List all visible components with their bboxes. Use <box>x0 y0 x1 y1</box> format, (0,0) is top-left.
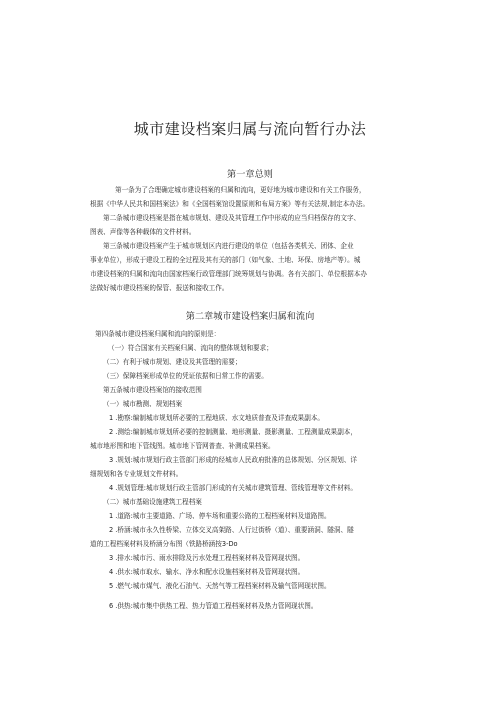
paragraph-line: （二）城市基础设施建筑工程档案 <box>103 498 202 506</box>
paragraph-line: （一）符合国家有关档案归属、流向的整体规划和要求； <box>108 344 273 352</box>
paragraph-line: （三）保障档案形成单位的凭证依据和日常工作的需要。 <box>103 372 268 380</box>
paragraph-line: 第五条城市建设档案馆的接收范围 <box>103 386 202 394</box>
paragraph-line: 根据《中华人民共和国档案法》和《全国档案馆设置原则和布局方案》等有关法规,制定本办法。 <box>90 200 370 208</box>
paragraph-line: 第一条为了合理确定城市建设档案的归属和流向，更好地为城市建设和有关工作服务， <box>115 186 366 194</box>
paragraph-line: 2 .桥涵:城市永久性桥梁、立体交叉高架路、人行过街桥（道）、重要涵洞、隧洞、隧 <box>109 526 354 534</box>
paragraph-line: 4 .规划管理:城市规划行政主管部门形成的有关城市建筑管理、管线管理等文件材料。 <box>109 484 357 492</box>
paragraph-line: 1 .勘察:编制城市规划所必要的工程地质、水文地质普查及详查成果副本。 <box>109 414 325 422</box>
paragraph-line: 6 .供热:城市集中供热工程、热力管道工程档案材料及热力管网现状图。 <box>109 602 318 610</box>
paragraph-line: 2 .测绘:编制城市规划所必要的控制测量、地形测量、摄影测量、工程测量成果副本， <box>109 428 357 436</box>
paragraph-line: 道的工程档案材料及桥涵分布图（铁路桥涵按3-Do <box>90 540 238 548</box>
paragraph-line: 第四条城市建设档案归属和流向的原则是： <box>95 330 221 338</box>
paragraph-line: 第二条城市建设档案是指在城市规划、建设及其管理工作中形成的应当归档保存的文字、 <box>103 214 361 222</box>
chapter-2-heading: 第二章城市建设档案归属和流向 <box>185 311 315 322</box>
paragraph-line: 4 .供水:城市取水、输水、净水和配水设施档案材料及管网现状图。 <box>109 568 305 576</box>
paragraph-line: 城市地形图和地下管线图。城市地下管网普查、补测成果档案。 <box>90 442 275 450</box>
paragraph-line: 3 .排水:城市污、雨水排除及污水处理工程档案材料及管网现状图。 <box>109 554 305 562</box>
paragraph-line: 事业单位），形成于建设工程的全过程及其有关的部门（如气象、土地、环保、房地产等）。城 <box>90 256 361 264</box>
paragraph-line: 第三条城市建设档案产生于城市规划区内进行建设的单位（包括各类机关、团体、企业 <box>103 242 354 250</box>
chapter-1-heading: 第一章总则 <box>227 169 273 180</box>
paragraph-line: 1 .道路:城市主要道路、广场、停车场和重要公路的工程档案材料及道路图。 <box>109 512 331 520</box>
paragraph-line: （一）城市勘测、规划档案 <box>103 400 183 408</box>
document-title: 城市建设档案归属与流向暂行办法 <box>133 120 367 138</box>
paragraph-line: 法做好城市建设档案的保管、报送和接收工作。 <box>90 284 229 292</box>
paragraph-line: 3 .规划:城市规划行政主管部门形成的经城市人民政府批准的总体规划、分区规划、详 <box>109 456 357 464</box>
paragraph-line: 市建设档案的归属和流向由国家档案行政管理部门统筹规划与协调。各有关部门、单位根据本办 <box>90 270 367 278</box>
paragraph-line: （二）有利于城市规划、建设及其管理的需要； <box>103 358 242 366</box>
paragraph-line: 5 .燃气:城市煤气、液化石油气、天然气等工程档案材料及输气管网现状图。 <box>109 582 331 590</box>
paragraph-line: 细规划和各专业规划文件材料。 <box>90 470 183 478</box>
paragraph-line: 图表、声像等各种载体的文件材料。 <box>90 228 196 236</box>
